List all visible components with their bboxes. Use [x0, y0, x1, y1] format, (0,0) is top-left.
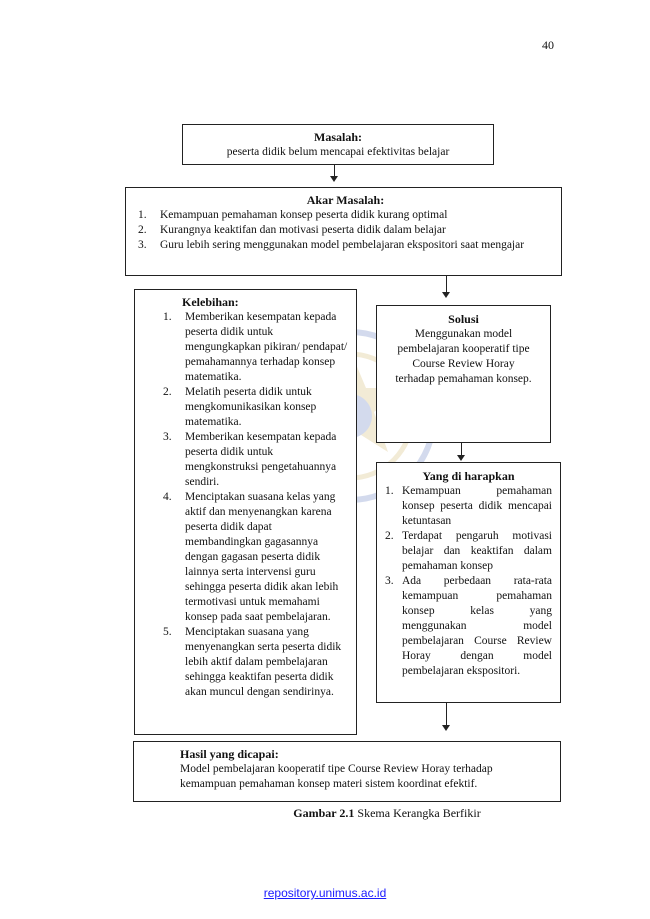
- root-cause-list: [138, 208, 553, 253]
- expectation-box: [376, 462, 561, 703]
- result-box: [133, 741, 561, 802]
- caption-label: Gambar 2.1: [293, 806, 355, 820]
- list-item: 1. Kemampuan pemahaman konsep peserta didik kurang optimal: [138, 209, 448, 221]
- list-item: 3. Guru lebih sering menggunakan model pembelajaran ekspositori saat mengajar: [138, 239, 525, 251]
- arrowhead: [457, 455, 465, 461]
- list-item: 1. Memberikan kesempatan kepada peserta didik untuk mengungkapkan pikiran/ pendapat/ pemahamannya terhadap konsep matematika.: [163, 311, 348, 383]
- figure-caption: [0, 806, 650, 821]
- result-text: Model pembelajaran kooperatif tipe Course Review Horay terhadap kemampuan pemahaman konsep materi sistem koordinat efektif.: [180, 763, 493, 790]
- problem-box: [182, 124, 494, 165]
- solution-title: Solusi: [448, 312, 479, 326]
- problem-title: Masalah:: [314, 130, 362, 144]
- solution-text: Menggunakan model pembelajaran kooperatif tipe Course Review Horay terhadap pemahaman konsep.: [395, 328, 532, 385]
- list-item: 2. Terdapat pengaruh motivasi belajar dan keaktifan dalam pemahaman konsep: [385, 530, 552, 572]
- solution-box: [376, 305, 551, 443]
- caption-text: Skema Kerangka Berfikir: [357, 806, 481, 820]
- advantages-box: [134, 289, 357, 735]
- arrowhead: [330, 176, 338, 182]
- root-cause-box: [125, 187, 562, 276]
- problem-text: peserta didik belum mencapai efektivitas belajar: [226, 146, 450, 158]
- list-item: 3. Memberikan kesempatan kepada peserta didik untuk mengkonstruksi pengetahuannya sendiri.: [163, 431, 337, 488]
- list-item: 1. Kemampuan pemahaman konsep peserta didik mencapai ketuntasan: [385, 485, 552, 527]
- list-item: 2. Melatih peserta didik untuk mengkomunikasikan konsep matematika.: [163, 386, 317, 428]
- root-cause-title: Akar Masalah:: [306, 193, 385, 207]
- advantages-list: [163, 310, 348, 700]
- expectation-list: [385, 484, 552, 679]
- arrow-expectation-to-result: [446, 703, 447, 726]
- list-item: 3. Ada perbedaan rata-rata kemampuan pemahaman konsep kelas yang menggunakan model pembelajaran Course Review Horay dengan model pembelajaran ekspositori.: [385, 575, 552, 677]
- page-number: 40: [542, 38, 554, 52]
- expectation-title: Yang di harapkan: [422, 469, 515, 483]
- result-title: Hasil yang dicapai:: [180, 747, 279, 761]
- arrowhead: [442, 725, 450, 731]
- arrow-root-to-solution: [446, 276, 447, 293]
- list-item: 5. Menciptakan suasana yang menyenangkan serta peserta didik lebih aktif dalam pembelajaran sehingga keaktifan peserta didik akan muncul dengan sendirinya.: [163, 626, 342, 698]
- repository-link[interactable]: repository.unimus.ac.id: [263, 886, 387, 900]
- advantages-title: Kelebihan:: [182, 295, 239, 309]
- list-item: 2. Kurangnya keaktifan dan motivasi peserta didik dalam belajar: [138, 224, 446, 236]
- arrowhead: [442, 292, 450, 298]
- list-item: 4. Menciptakan suasana kelas yang aktif dan menyenangkan karena peserta didik dapat membandingkan gagasannya dengan gagasan peserta didik lainnya serta intervensi guru sehingga peserta didik akan lebih termotivasi untuk memahami konsep pada saat pembelajaran.: [163, 491, 339, 623]
